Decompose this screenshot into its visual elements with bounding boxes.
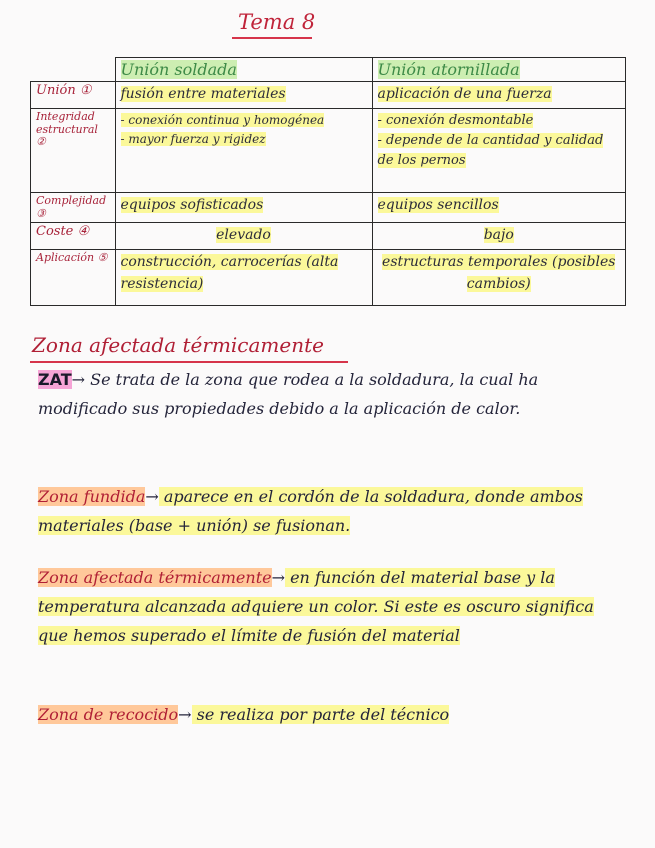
page-title: Tema 8 xyxy=(238,10,316,34)
cell-soldada: - conexión continua y homogénea - mayor fuerza y rigidez xyxy=(115,109,372,193)
zat-definition xyxy=(38,365,623,423)
zat-text: Se trata de la zona que rodea a la soldadura, la cual ha modificado sus propiedades debido a la aplicación de calor. xyxy=(38,370,539,418)
table-row xyxy=(31,109,626,193)
table-row xyxy=(31,223,626,250)
comparison-table xyxy=(30,57,626,306)
section-underline xyxy=(30,361,348,363)
list-item xyxy=(38,482,623,540)
arrow: → xyxy=(145,487,159,506)
cell-soldada: equipos sofisticados xyxy=(115,193,372,223)
item-text: se realiza por parte del técnico xyxy=(191,705,450,724)
cell-atornillada: aplicación de una fuerza xyxy=(372,82,626,109)
col-header-soldada: Unión soldada xyxy=(115,58,372,82)
table-row xyxy=(31,82,626,109)
cell-soldada: fusión entre materiales xyxy=(115,82,372,109)
cell-atornillada: equipos sencillos xyxy=(372,193,626,223)
arrow: → xyxy=(271,568,285,587)
table-row xyxy=(31,193,626,223)
cell-soldada: construcción, carrocerías (alta resistencia) xyxy=(115,249,372,305)
row-label: Integridad estructural ② xyxy=(31,109,116,193)
table-header-row xyxy=(31,58,626,82)
title-underline xyxy=(232,37,312,39)
table-row xyxy=(31,249,626,305)
item-text: en función del material base y la temperatura alcanzada adquiere un color. Si este es oscuro significa que hemos superado el límite de fusión del material xyxy=(38,568,594,645)
section-title: Zona afectada térmicamente xyxy=(32,333,324,357)
item-term: Zona de recocido xyxy=(38,705,179,724)
cell-atornillada: - conexión desmontable - depende de la cantidad y calidad de los pernos xyxy=(372,109,626,193)
table-corner-cell xyxy=(31,58,116,82)
list-item xyxy=(38,563,623,650)
item-term: Zona fundida xyxy=(38,487,146,506)
cell-atornillada: estructuras temporales (posibles cambios) xyxy=(372,249,626,305)
arrow: → xyxy=(178,705,192,724)
item-term: Zona afectada térmicamente xyxy=(38,568,272,587)
cell-soldada: elevado xyxy=(115,223,372,250)
row-label: Complejidad ③ xyxy=(31,193,116,223)
zat-term: ZAT xyxy=(38,370,72,389)
list-item xyxy=(38,700,623,729)
item-text: aparece en el cordón de la soldadura, donde ambos materiales (base + unión) se fusionan. xyxy=(38,487,583,535)
row-label: Unión ① xyxy=(31,82,116,109)
col-header-atornillada: Unión atornillada xyxy=(372,58,626,82)
row-label: Aplicación ⑤ xyxy=(31,249,116,305)
arrow: → xyxy=(71,370,86,389)
row-label: Coste ④ xyxy=(31,223,116,250)
cell-atornillada: bajo xyxy=(372,223,626,250)
